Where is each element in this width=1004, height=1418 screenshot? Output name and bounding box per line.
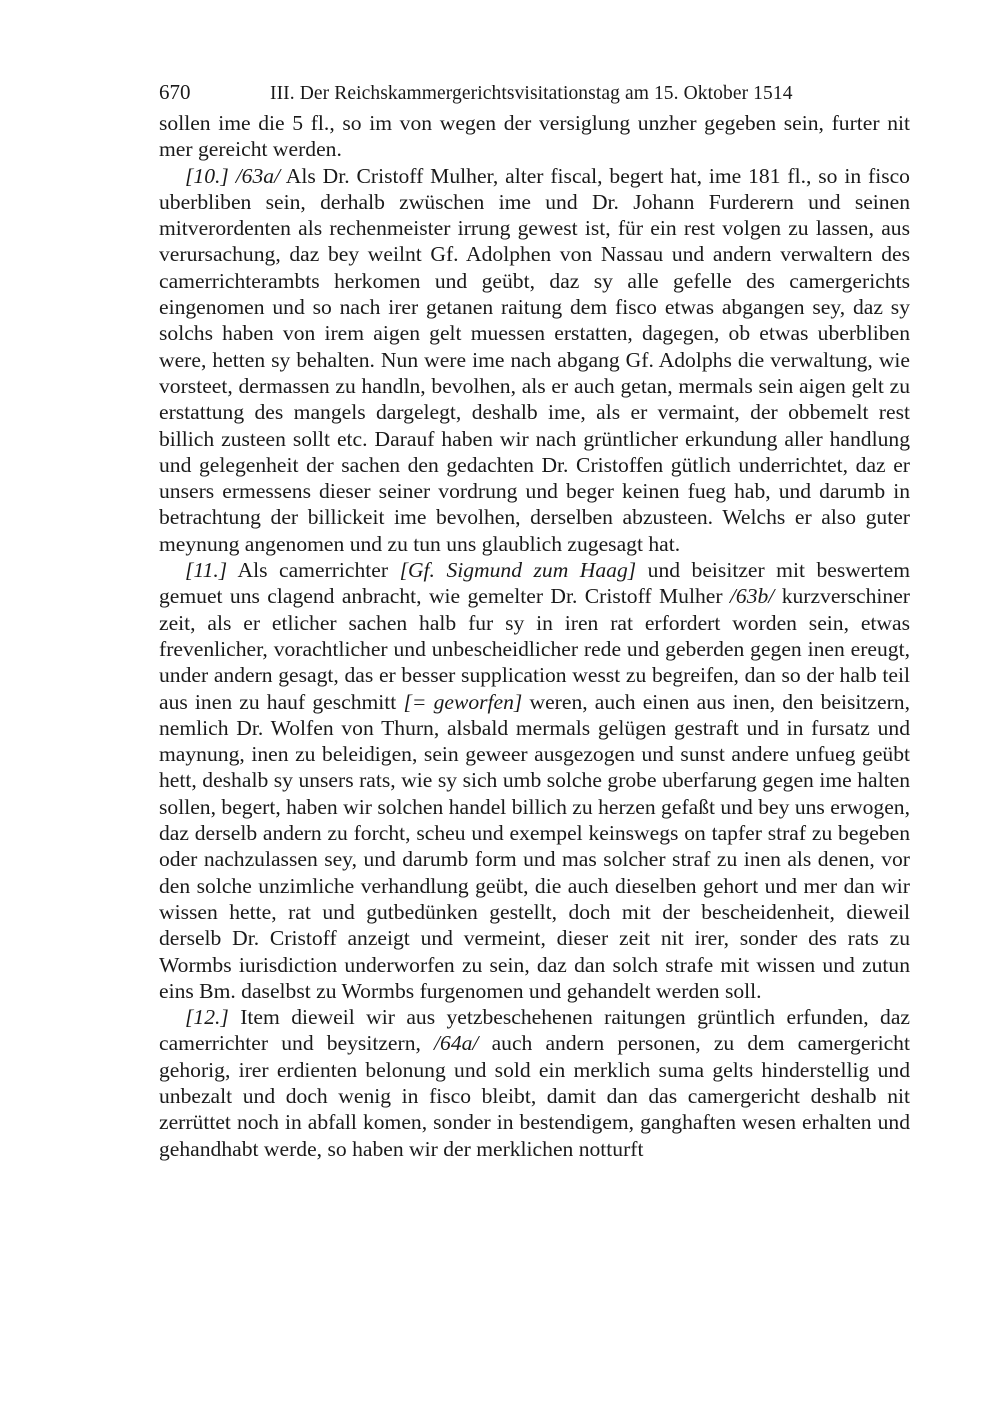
paragraph-number: [10.] [185,163,229,188]
paragraph-text: kurzverschiner zeit, als er etlicher sachen halb fur sy in iren rat erfordert worden sein, etwas frevenlicher, vorachtlicher und unbescheidlicher rede und geberden gegen inen ereugt, under andern gesagt, das er besser supplication wesst zu begreifen, dan so der halb teil aus inen zu hauf geschmitt [159,584,910,714]
folio-marker: /64a/ [434,1031,479,1056]
paragraph-text: Als Dr. Cristoff Mulher, alter fiscal, begert hat, ime 181 fl., so in fisco uberbliben sein, derhalb zwüschen ime und Dr. Johann Furderern und seinen mitverordenten als rechenmeister irrung gewest ist, für ein rest volgen zu lassen, aus verursachung, daz bey weilnt Gf. Adolphen von Nassau und andern verwaltern des camerrichterambts herkomen und geübt, daz sy alle gefelle des camergerichts eingenomen und so nach irer getanen raitung dem fisco etwas abgangen sey, daz sy solchs haben von irem aigen gelt muessen erstatten, dagegen, ob etwas uberbliben were, hetten sy behalten. Nun were ime nach abgang Gf. Adolphs die verwaltung, wie vorsteet, dermassen zu handln, bevolhen, als er auch getan, mermals sein aigen gelt zu erstattung des mangels dargelegt, deshalb ime, als er vermaint, der obbemelt rest billich zusteen sollt etc. Darauf haben wir nach grüntlicher erkundung aller handlung und gelegenheit der sachen den gedachten Dr. Cristoffen gütlich underrichtet, daz er unsers ermessens dieser seiner vordrung und beger keinen fueg hab, und darumb in betrachtung der billickeit ime bevolhen, derselben abzusteen. Welchs er also guter meynung angenomen und zu tun uns glaublich zugesagt hat. [159,163,910,556]
paragraph-continued [159,110,910,163]
paragraph-11 [159,557,910,1004]
paragraph-number: [12.] [185,1005,229,1030]
paragraph-12 [159,1004,910,1162]
editorial-note: [Gf. Sigmund zum Haag] [399,558,637,583]
paragraph-10 [159,163,910,557]
paragraph-text: und beisitzer mit beswertem gemuet uns clagend anbracht, wie gemelter Dr. Cristoff Mulher [159,558,910,609]
paragraph-text: Item dieweil wir aus yetzbeschehenen raitungen grüntlich erfunden, daz camerrichter und beysitzern, [159,1005,910,1056]
page-header [159,80,910,110]
paragraph-text: weren, auch einen aus inen, den beisitzern, nemlich Dr. Wolfen von Thurn, alsbald mermals gelügen gestraft und in fursatz und maynung, inen zu beleidigen, sein geweer ausgezogen und sunst andere unfueg geübt hett, deshalb sy unsers rats, wie sy sich umb solche grobe uberfarung gegen ime halten sollen, begert, haben wir solchen handel billich zu herzen gefaßt und bey uns erwogen, daz derselb andern zu forcht, scheu und exempel keinswegs on tapfer straf zu begeben oder nachzulassen sey, und darumb form und mas solcher straf zu inen als denen, vor den solche unzimliche verhandlung geübt, die auch dieselben gehort und mer dan wir wissen hette, rat und gutbedünken gestellt, doch mit der bescheidenheit, dieweil derselb Dr. Cristoff anzeigt und vermeint, dieser zeit nit irer, sonder des rats zu Wormbs iurisdiction underworfen zu sein, daz dan solch strafe mit wissen und zutun eins Bm. daselbst zu Wormbs furgenomen und gehandelt werden soll. [159,689,910,1003]
folio-marker: /63b/ [729,584,775,609]
running-title: III. Der Reichskammergerichtsvisitationstag am 15. Oktober 1514 [270,83,793,104]
paragraph-text: sollen ime die 5 fl., so im von wegen der versiglung unzher gegeben sein, furter nit mer gereicht werden. [159,111,910,162]
paragraph-number: [11.] [185,558,228,583]
paragraph-text: Als camerrichter [237,558,389,583]
document-page [159,80,910,1162]
paragraph-text: auch andern personen, zu dem camergericht gehorig, irer erdienten belonung und sold ein merklich suma gelts hinderstellig und unbezalt und doch wenig in fisco bleibt, damit dan das camergericht deshalb nit zerrüttet noch in abfall komen, sonder in bestendigem, ganghaften wesen erhalten und gehandhabt werde, so haben wir der merklichen notturft [159,1031,910,1161]
editorial-note: [= geworfen] [403,689,523,714]
page-number: 670 [159,80,191,104]
body-text [159,110,910,1162]
folio-marker: /63a/ [235,163,281,188]
